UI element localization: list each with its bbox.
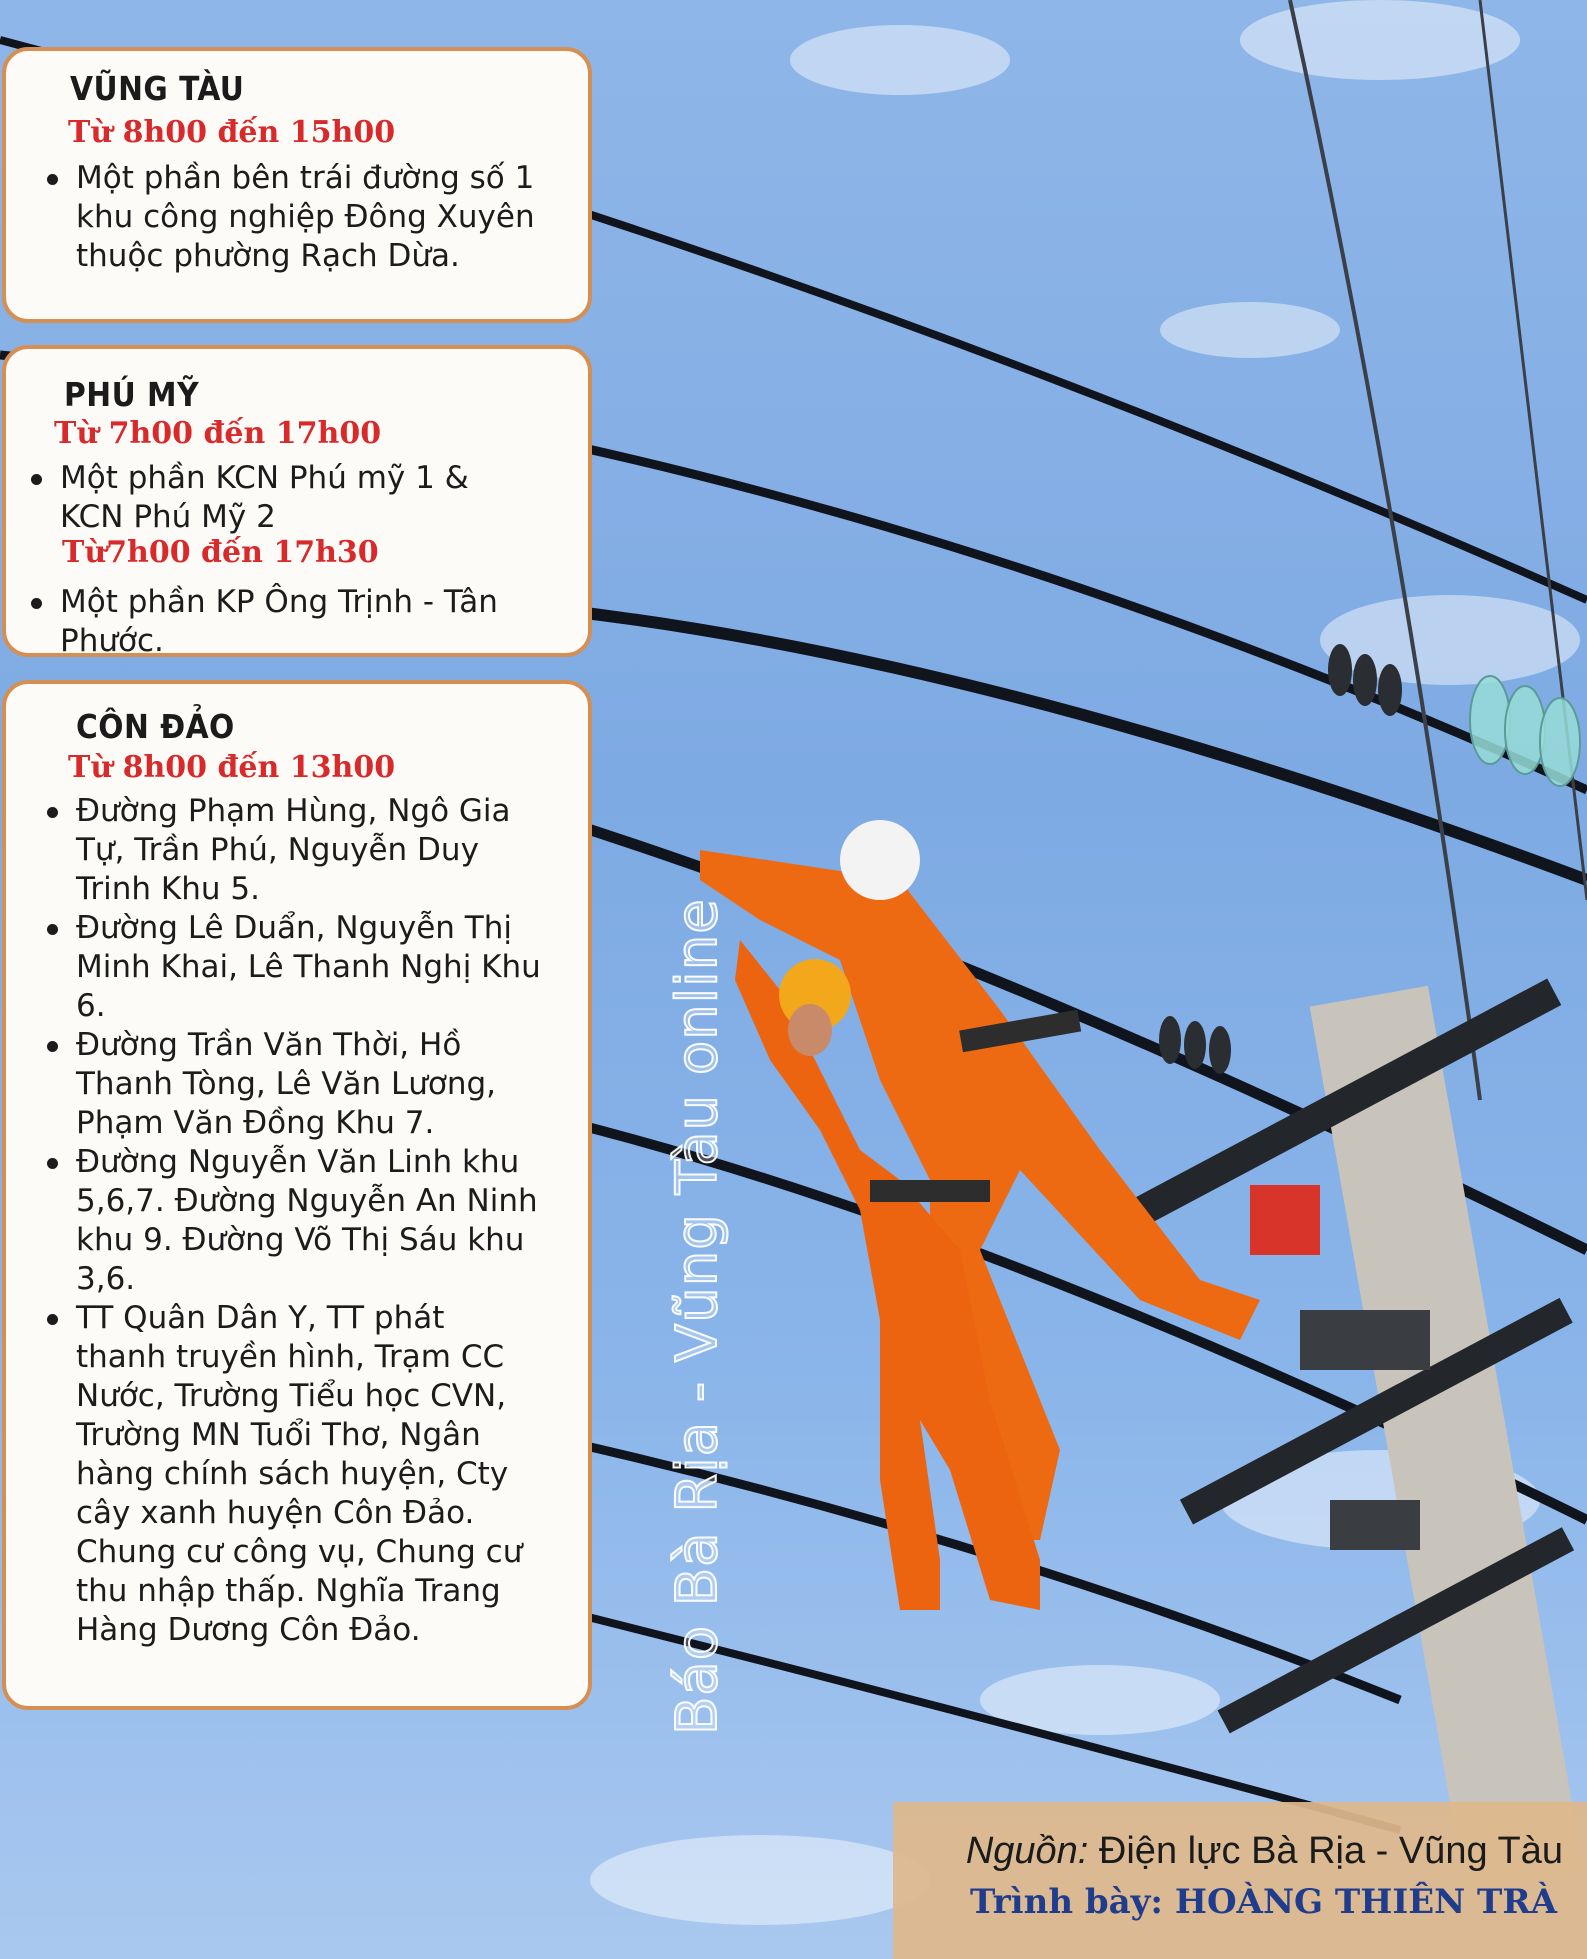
list-item: Đường Lê Duẩn, Nguyễn Thị Minh Khai, Lê Thanh Nghị Khu 6. (44, 909, 544, 1026)
list-item: TT Quân Dân Y, TT phát thanh truyền hình, Trạm CC Nước, Trường Tiểu học CVN, Trường MN Tuổi Thơ, Ngân hàng chính sách huyện, Cty cây xanh huyện Côn Đảo. Chung cư công vụ, Chung cư thu nhập thấp. Nghĩa Trang Hàng Dương Côn Đảo. (44, 1299, 544, 1650)
source-line (966, 1830, 1563, 1873)
presenter-line: Trình bày: HOÀNG THIÊN TRÀ (969, 1882, 1557, 1922)
area-list (28, 583, 498, 661)
area-list (44, 159, 544, 276)
area-list (44, 792, 544, 1650)
card-vung-tau (2, 47, 592, 323)
time-range: Từ 8h00 đến 13h00 (68, 750, 396, 785)
list-item: Một phần bên trái đường số 1 khu công nghiệp Đông Xuyên thuộc phường Rạch Dừa. (44, 159, 544, 276)
card-title: PHÚ MỸ (64, 375, 200, 414)
area-list (28, 459, 498, 537)
time-range: Từ 8h00 đến 15h00 (68, 115, 396, 150)
card-title: CÔN ĐẢO (76, 707, 235, 746)
time-range: Từ7h00 đến 17h30 (62, 535, 379, 570)
list-item: Một phần KP Ông Trịnh - Tân Phước. (28, 583, 498, 661)
utility-pole (1123, 978, 1584, 1892)
list-item: Một phần KCN Phú mỹ 1 & KCN Phú Mỹ 2 (28, 459, 498, 537)
card-con-dao (2, 680, 592, 1710)
card-phu-my (2, 345, 592, 657)
time-range: Từ 7h00 đến 17h00 (54, 416, 382, 451)
list-item: Đường Phạm Hùng, Ngô Gia Tự, Trần Phú, Nguyễn Duy Trinh Khu 5. (44, 792, 544, 909)
newspaper-watermark: Báo Bà Rịa - Vũng Tàu online (665, 898, 730, 1735)
list-item: Đường Trần Văn Thời, Hồ Thanh Tòng, Lê Văn Lương, Phạm Văn Đồng Khu 7. (44, 1026, 544, 1143)
source-value: Điện lực Bà Rịa - Vũng Tàu (1098, 1830, 1563, 1872)
list-item: Đường Nguyễn Văn Linh khu 5,6,7. Đường Nguyễn An Ninh khu 9. Đường Võ Thị Sáu khu 3,6. (44, 1143, 544, 1299)
source-label: Nguồn: (965, 1830, 1089, 1872)
card-title: VŨNG TÀU (70, 69, 245, 108)
credit-box (893, 1802, 1587, 1959)
